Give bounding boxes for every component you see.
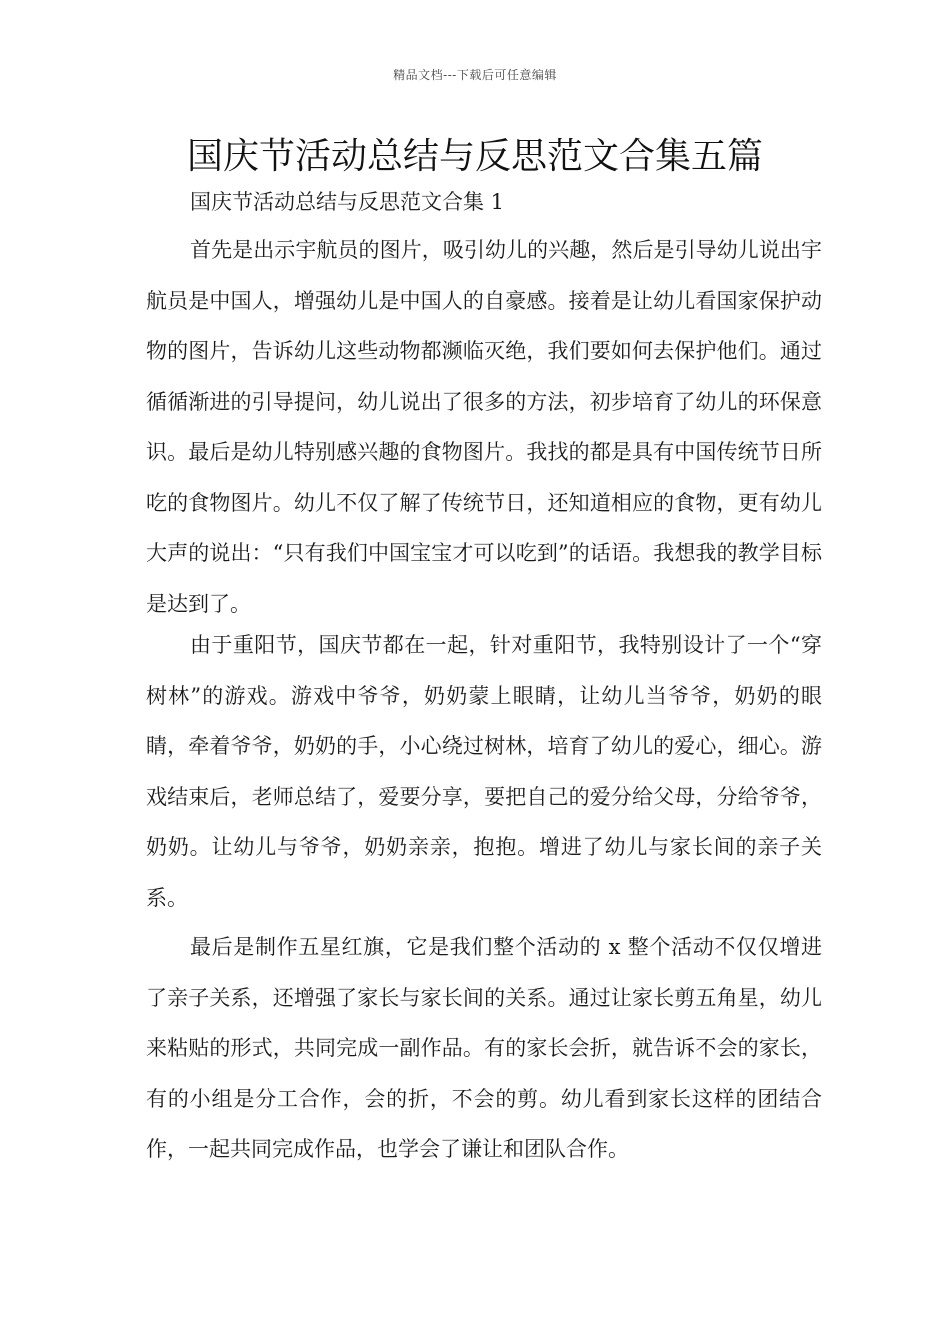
document-title: 国庆节活动总结与反思范文合集五篇 xyxy=(186,136,763,177)
header-note: 精品文档---下载后可任意编辑 xyxy=(393,68,557,82)
paragraph-2: 由于重阳节，国庆节都在一起，针对重阳节，我特别设计了一个“穿树林”的游戏。游戏中爷爷，奶奶蒙上眼睛，让幼儿当爷爷，奶奶的眼睛，牵着爷爷，奶奶的手，小心绕过树林，培育了幼儿的爱心，细心。游戏结束后，老师总结了，爱要分享，要把自己的爱分给父母，分给爷爷，奶奶。让幼儿与爷爷，奶奶亲亲，抱抱。增进了幼儿与家长间的亲子关系。 xyxy=(146,633,822,910)
document-subtitle: 国庆节活动总结与反思范文合集 1 xyxy=(190,190,505,214)
paragraph-3: 最后是制作五星红旗，它是我们整个活动的 x 整个活动不仅仅增进了亲子关系，还增强了家长与家长间的关系。通过让家长剪五角星，幼儿来粘贴的形式，共同完成一副作品。有的家长会折，就告诉不会的家长，有的小组是分工合作，会的折，不会的剪。幼儿看到家长这样的团结合作，一起共同完成作品，也学会了谦让和团队合作。 xyxy=(146,935,822,1161)
paragraph-1: 首先是出示宇航员的图片，吸引幼儿的兴趣，然后是引导幼儿说出宇航员是中国人，增强幼儿是中国人的自豪感。接着是让幼儿看国家保护动物的图片，告诉幼儿这些动物都濒临灭绝，我们要如何去保护他们。通过循循渐进的引导提问，幼儿说出了很多的方法，初步培育了幼儿的环保意识。最后是幼儿特别感兴趣的食物图片。我找的都是具有中国传统节日所吃的食物图片。幼儿不仅了解了传统节日，还知道相应的食物，更有幼儿大声的说出：“只有我们中国宝宝才可以吃到”的话语。我想我的教学目标是达到了。 xyxy=(146,238,822,616)
